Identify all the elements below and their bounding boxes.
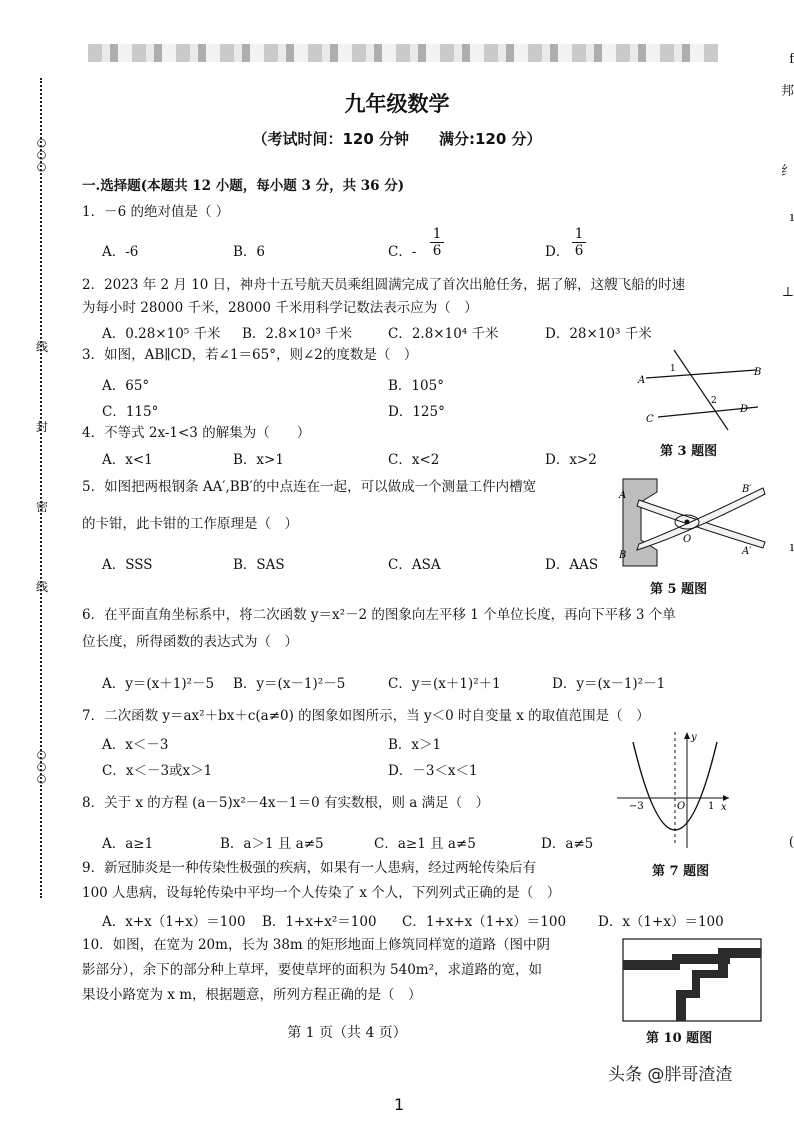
- q10-figure: [622, 938, 762, 1022]
- q3-stem: 3．如图，AB∥CD，若∠1＝65°，则∠2的度数是（ ）: [82, 347, 418, 363]
- q8-option-d: D．a≠5: [541, 836, 594, 852]
- q5-figure: [615, 474, 775, 574]
- q5-stem-line1: 5．如图把两根钢条 AA′,BB′的中点连在一起，可以做成一个测量工件内槽宽: [82, 479, 537, 495]
- angle-1-label: 1: [670, 364, 676, 374]
- q1-option-c-fraction: [430, 226, 444, 259]
- label-minus-3: −3: [629, 801, 644, 812]
- blurred-header-strip: [88, 44, 718, 62]
- label-b-prime: B′: [742, 484, 752, 495]
- q7-option-d: D．－3＜x＜1: [388, 763, 478, 779]
- label-c: C: [646, 414, 654, 425]
- q8-stem: 8．关于 x 的方程 (a－5)x²－4x－1＝0 有实数根，则 a 满足（ ）: [82, 795, 490, 811]
- line-ab: [646, 370, 756, 378]
- q3-figure: [636, 345, 766, 435]
- label-y: y: [691, 732, 697, 743]
- q1-option-c: C．-: [388, 244, 417, 260]
- label-b: B: [619, 550, 627, 561]
- label-a: A: [638, 375, 646, 386]
- label-1: 1: [708, 801, 715, 812]
- q7-option-b: B．x＞1: [388, 737, 442, 753]
- q10-stem-line3: 果设小路宽为 x m，根据题意，所列方程正确的是（ ）: [82, 987, 422, 1003]
- q3-option-a: A．65°: [102, 378, 150, 394]
- binding-circles-top: ○○○: [35, 136, 48, 172]
- right-edge-char: (: [788, 835, 794, 850]
- right-edge-char: f: [789, 52, 794, 67]
- q4-option-d: D．x>2: [545, 452, 597, 468]
- label-a: A: [619, 490, 627, 501]
- q9-option-a: A．x+x（1+x）＝100: [102, 914, 246, 930]
- q9-stem-line1: 9．新冠肺炎是一种传染性极强的疾病，如果有一人患病，经过两轮传染后有: [82, 860, 537, 876]
- q1-option-b: B．6: [233, 244, 266, 260]
- q2-option-d: D．28×10³ 千米: [545, 326, 652, 342]
- y-axis-arrow: [684, 732, 690, 739]
- exam-info: （考试时间：120 分钟 满分:120 分）: [252, 130, 542, 148]
- q6-option-b: B．y＝(x－1)²－5: [233, 676, 346, 692]
- q8-option-c: C．a≥1 且 a≠5: [374, 836, 476, 852]
- fraction-denominator: 6: [572, 242, 586, 259]
- q6-option-c: C．y＝(x＋1)²＋1: [388, 676, 501, 692]
- right-edge-char: 邦: [780, 84, 794, 99]
- q3-option-d: D．125°: [388, 404, 445, 420]
- binding-circles-bottom: ○○○: [35, 748, 48, 784]
- right-edge-char: 纟: [780, 164, 794, 179]
- page-number: 1: [394, 1095, 405, 1114]
- q5-stem-line2: 的卡钳，此卡钳的工作原理是（ ）: [82, 516, 298, 532]
- right-edge-char: ı: [789, 210, 794, 225]
- q4-option-a: A．x<1: [102, 452, 153, 468]
- page-info: 第 1 页（共 4 页）: [287, 1025, 407, 1041]
- q9-stem-line2: 100 人患病，设每轮传染中平均一个人传染了 x 个人，下列列式正确的是（ ）: [82, 885, 561, 901]
- q3-option-b: B．105°: [388, 378, 444, 394]
- label-d: D: [740, 404, 749, 415]
- page-title: 九年级数学: [344, 91, 450, 116]
- q8-option-b: B．a＞1 且 a≠5: [220, 836, 324, 852]
- binding-char-2: 封: [36, 420, 49, 434]
- pivot-point: [685, 520, 690, 525]
- label-origin: O: [677, 801, 686, 812]
- q5-option-b: B．SAS: [233, 557, 285, 573]
- binding-char-1: 线: [36, 340, 49, 354]
- fraction-denominator: 6: [430, 242, 444, 259]
- q10-stem-line2: 影部分），余下的部分种上草坪，要使草坪的面积为 540m²，求道路的宽，如: [82, 962, 543, 978]
- q7-figure: [613, 728, 733, 852]
- q9-option-c: C．1+x+x（1+x）＝100: [402, 914, 567, 930]
- q1-stem: 1．－6 的绝对值是（ ）: [82, 204, 230, 220]
- x-axis-arrow: [723, 795, 729, 801]
- label-o: O: [683, 534, 692, 545]
- q1-option-d: D．: [545, 244, 570, 260]
- fraction-numerator: 1: [432, 226, 442, 242]
- binding-char-4: 线: [36, 580, 49, 594]
- q2-option-c: C．2.8×10⁴ 千米: [388, 326, 499, 342]
- q10-figure-caption: 第 10 题图: [646, 1031, 713, 1046]
- q1-option-a: A．-6: [102, 244, 139, 260]
- q6-stem-line2: 位长度，所得函数的表达式为（ ）: [82, 634, 298, 650]
- q4-stem: 4．不等式 2x-1<3 的解集为（ ）: [82, 425, 311, 441]
- label-a-prime: A′: [742, 546, 752, 557]
- right-edge-char: ı: [789, 540, 794, 555]
- q7-option-a: A．x＜－3: [102, 737, 169, 753]
- right-edge-char: ⊥: [781, 285, 794, 300]
- binding-char-3: 密: [36, 500, 49, 514]
- q7-figure-caption: 第 7 题图: [652, 864, 710, 879]
- q2-stem-line1: 2．2023 年 2 月 10 日，神舟十五号航天员乘组圆满完成了首次出舱任务，据了解，这艘飞船的时速: [82, 277, 686, 293]
- q4-option-c: C．x<2: [388, 452, 440, 468]
- q8-option-a: A．a≥1: [102, 836, 154, 852]
- q6-option-a: A．y＝(x＋1)²－5: [102, 676, 215, 692]
- label-b: B: [754, 367, 762, 378]
- q3-option-c: C．115°: [102, 404, 159, 420]
- q2-option-a: A．0.28×10⁵ 千米: [102, 326, 221, 342]
- q9-option-b: B．1+x+x²＝100: [262, 914, 377, 930]
- watermark: 头条 @胖哥渣渣: [608, 1065, 733, 1085]
- fraction-numerator: 1: [574, 226, 584, 242]
- q7-stem: 7．二次函数 y＝ax²＋bx＋c(a≠0) 的图象如图所示，当 y＜0 时自变量 x 的取值范围是（ ）: [82, 708, 650, 724]
- transversal-line: [674, 350, 728, 430]
- label-x: x: [721, 802, 727, 813]
- q5-option-c: C．ASA: [388, 557, 441, 573]
- q5-option-a: A．SSS: [102, 557, 153, 573]
- q7-option-c: C．x＜－3或x＞1: [102, 763, 213, 779]
- q1-option-d-fraction: [572, 226, 586, 259]
- section-title: 一.选择题(本题共 12 小题，每小题 3 分，共 36 分): [82, 178, 405, 194]
- workpiece-slot: [623, 479, 657, 566]
- q3-figure-caption: 第 3 题图: [660, 444, 718, 459]
- q2-option-b: B．2.8×10³ 千米: [242, 326, 353, 342]
- q6-option-d: D．y＝(x－1)²－1: [552, 676, 666, 692]
- q9-option-d: D．x（1+x）＝100: [598, 914, 724, 930]
- q5-figure-caption: 第 5 题图: [650, 582, 708, 597]
- q4-option-b: B．x>1: [233, 452, 284, 468]
- q5-option-d: D．AAS: [545, 557, 599, 573]
- q6-stem-line1: 6．在平面直角坐标系中，将二次函数 y＝x²－2 的图象向左平移 1 个单位长度，再向下平移 3 个单: [82, 607, 676, 623]
- q10-stem-line1: 10．如图，在宽为 20m，长为 38m 的矩形地面上修筑同样宽的道路（图中阴: [82, 937, 551, 953]
- angle-2-label: 2: [711, 396, 717, 406]
- q2-stem-line2: 为每小时 28000 千米，28000 千米用科学记数法表示应为（ ）: [82, 300, 478, 316]
